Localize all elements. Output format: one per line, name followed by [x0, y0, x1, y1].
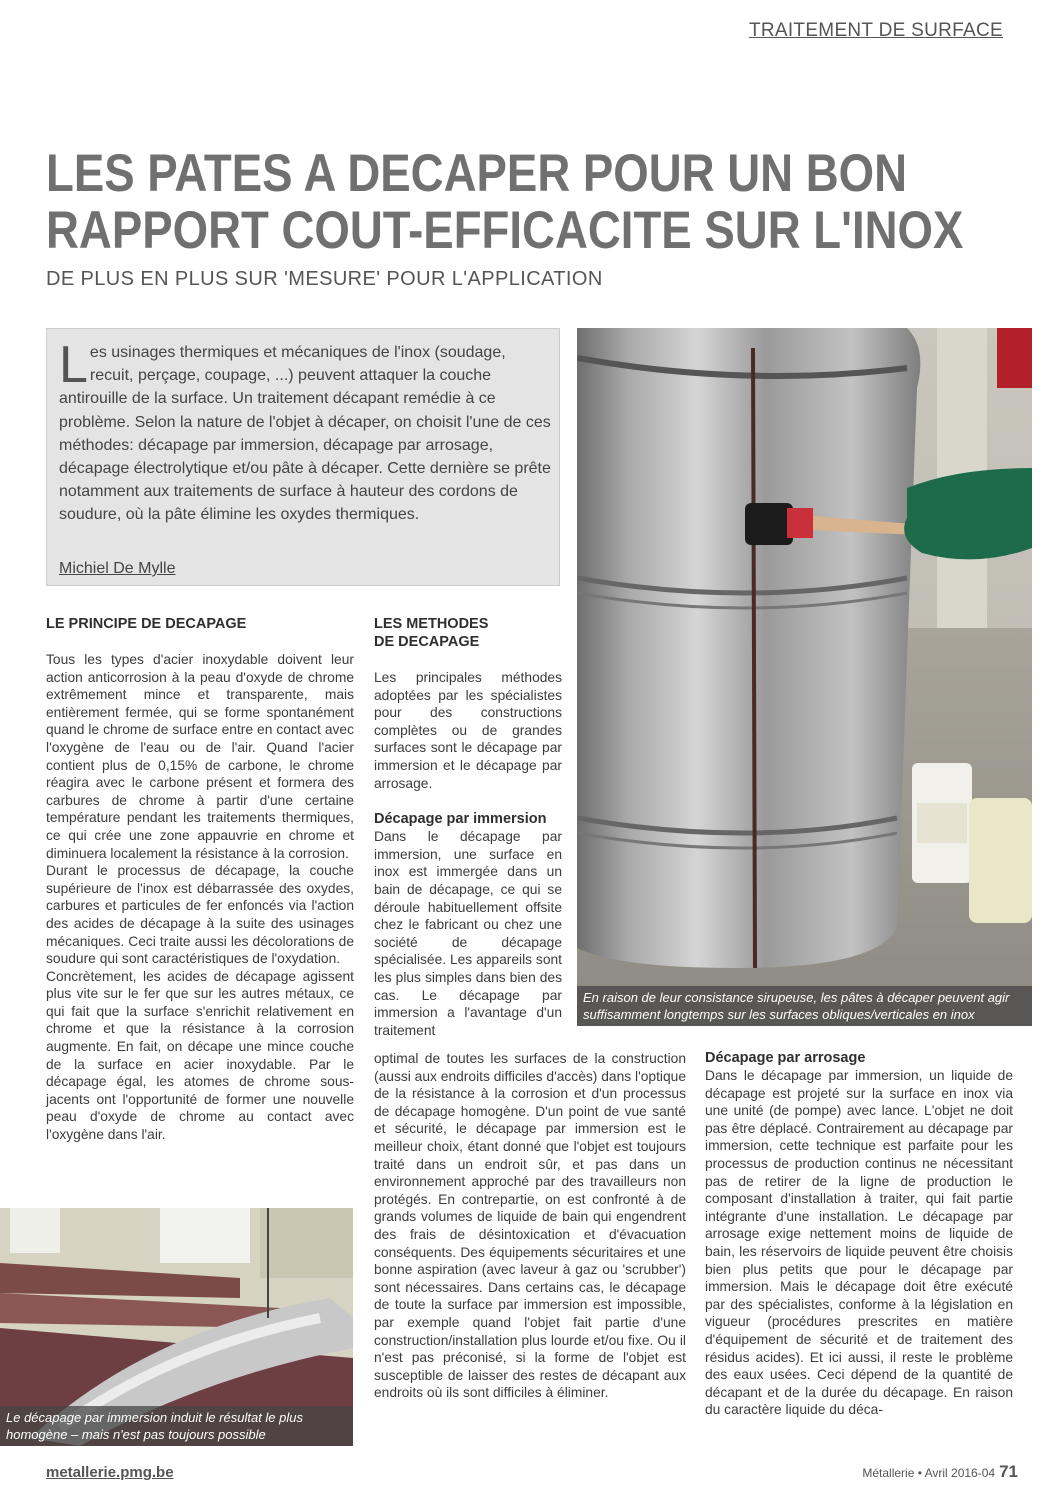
article-title	[46, 144, 964, 260]
footer-issue	[862, 1462, 1018, 1482]
article-subtitle: DE PLUS EN PLUS SUR 'MESURE' POUR L'APPLICATION	[46, 268, 603, 290]
section-tag: TRAITEMENT DE SURFACE	[748, 20, 1003, 41]
intro-body: es usinages thermiques et mécaniques de l'inox (soudage, recuit, perçage, coupage, ...) peuvent attaquer la couche antirouille de la surface. Un traitement décapant remédie à ce problème. Selon la nature de l'objet à décaper, on choisit l'une de ces méthodes: décapage par immersion, décapage par arrosage, décapage électrolytique et/ou pâte à décaper. Cette dernière se prête notamment aux traitements de surface à hauteur des cordons de soudure, où la pâte élimine les oxydes thermiques.	[59, 344, 551, 524]
col1-paragraph-3: Concrètement, les acides de décapage agissent plus vite sur le fer que sur les autres métaux, ce qui fait que la surface s'enrichit relativement en chrome et que la résistance à la corrosion augmente. En fait, on décape une mince couche de la surface en acier inoxydable. Par le décapage égal, les atomes de chrome sous-jacents ont l'opportunité de former une nouvelle peau d'oxyde de chrome au contact avec l'oxygène dans l'air.	[46, 968, 354, 1143]
column-3	[705, 1049, 1013, 1419]
col3-paragraph-1: Dans le décapage par immersion, un liquide de décapage est projeté sur la surface en inox via une unité (de pompe) avec lance. L'objet ne doit pas être déplacé. Contrairement au décapage par immersion, cette technique est parfaite pour les processus de production continus ne nécessitant pas de retirer de la ligne de production le composant d'installation à traiter, qui fait partie intégrante d'une installation. Le décapage par arrosage exige nettement moins de liquide de bain, les réservoirs de liquide peuvent être choisis bien plus petits que pour le décapage par immersion. Mais le décapage doit être exécuté par des spécialistes, conforme à la législation en vigueur (procédures prescrites en matière d'équipement de sécurité et de traitement des résidus acides). Et ici aussi, il reste le problème des eaux usées. Ceci dépend de la quantité de décapant et de la durée du décapage. En raison du caractère liquide du déca-	[705, 1068, 1013, 1418]
page-number: 71	[999, 1462, 1018, 1481]
subheading-arrosage: Décapage par arrosage	[705, 1050, 866, 1066]
col1-paragraph-2: Durant le processus de décapage, la couche supérieure de l'inox est débarrassée des oxydes, carbures et particules de fer enfoncés via l'action des acides de décapage à la suite des usinages mécaniques. Ceci traite aussi les décolorations de soudure qui sont caractéristiques de l'oxydation.	[46, 863, 354, 967]
bath-photo	[0, 1208, 353, 1446]
barrel-photo	[577, 328, 1032, 1026]
bath-photo-caption: Le décapage par immersion induit le résultat le plus homogène – mais n'est pas toujours possible	[0, 1406, 353, 1446]
subheading-immersion: Décapage par immersion	[374, 811, 547, 828]
author-link[interactable]: Michiel De Mylle	[59, 560, 176, 577]
col2-paragraph-2b: optimal de toutes les surfaces de la construction (aussi aux endroits difficiles d'accès) dans l'optique de la résistance à la corrosion et d'un processus de décapage homogène. D'un point de vue santé et sécurité, le décapage par immersion est le meilleur choix, étant donné que l'objet est toujours traité dans un endroit sûr, et pas dans un environnement approché par des travailleurs non protégés. En contrepartie, on est confronté à de grands volumes de liquide de bain qui engendrent des frais de désintoxication et d'évacuation conséquents. Des équipements sécuritaires et une bonne aspiration (avec laveur à gaz ou 'scrubber') sont nécessaires. Dans certains cas, le décapage de toute la surface par immersion est impossible, par exemple quand l'objet fait partie d'une construction/installation plus lourde et/ou fixe. Ou il n'est pas préconisé, si la forme de l'objet est susceptible de laisser des restes de décapant aux endroits où ils sont difficiles à éliminer.	[374, 1051, 686, 1401]
heading-methodes	[374, 615, 562, 651]
title-line-2: RAPPORT COUT-EFFICACITE SUR L'INOX	[46, 201, 964, 260]
dropcap: L	[59, 336, 88, 394]
heading-methodes-line-2: DE DECAPAGE	[374, 634, 480, 650]
title-line-1: LES PATES A DECAPER POUR UN BON	[46, 144, 908, 203]
intro-box	[46, 328, 560, 586]
intro-text	[59, 336, 553, 527]
heading-methodes-line-1: LES METHODES	[374, 616, 489, 632]
barrel-illustration	[577, 328, 1032, 1026]
heading-principe: LE PRINCIPE DE DECAPAGE	[46, 616, 247, 632]
col2-paragraph-2a: Dans le décapage par immersion, une surface en inox est immergée dans un bain de décapage, ce qui se déroule habituellement offsite chez le fabricant ou chez une société de décapage spécialisée. Les appareils sont les plus simples dans bien des cas. Le décapage par immersion a l'avantage d'un traitement	[374, 829, 562, 1038]
footer-issue-label: Métallerie • Avril 2016-04	[862, 1466, 996, 1480]
column-2-continued	[374, 1050, 686, 1402]
barrel-photo-caption: En raison de leur consistance sirupeuse, les pâtes à décaper peuvent agir suffisamment longtemps sur les surfaces obliques/verticales en inox	[577, 986, 1032, 1026]
col1-paragraph-1: Tous les types d'acier inoxydable doivent leur action anticorrosion à la peau d'oxyde de chrome extrêmement mince et transparente, mais entièrement fermée, qui se forme spontanément quand le chrome de surface entre en contact avec l'oxygène de l'eau ou de l'air. Quand l'acier contient plus de 0,15% de carbone, le chrome réagira avec le carbone présent et formera des carbures de chrome à partir d'une certaine température pendant les traitements thermiques, ce qui crée une zone appauvrie en chrome et diminuera localement la résistance à la corrosion.	[46, 652, 354, 861]
footer-site-link[interactable]: metallerie.pmg.be	[46, 1464, 174, 1481]
column-1	[46, 615, 354, 1144]
column-2	[374, 615, 562, 1039]
col2-paragraph-1: Les principales méthodes adoptées par les spécialistes pour des constructions complètes ou de grandes surfaces sont le décapage par immersion et le décapage par arrosage.	[374, 670, 562, 791]
